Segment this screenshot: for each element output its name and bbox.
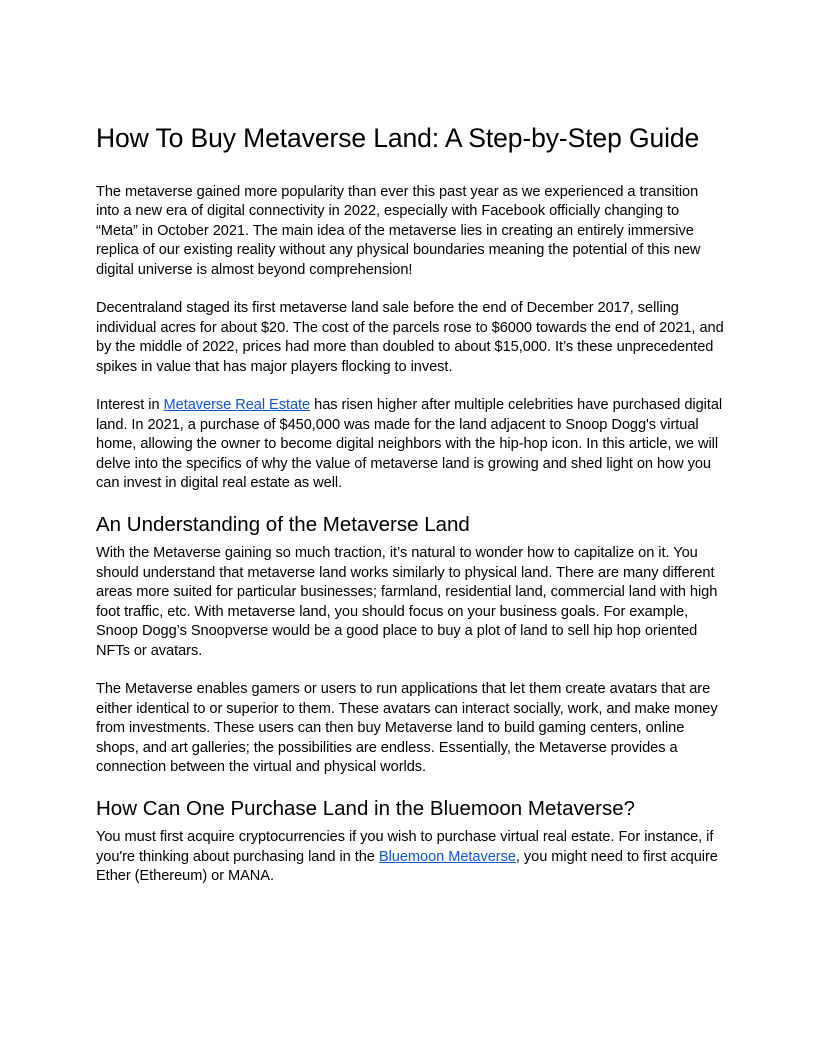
section-1-paragraph-1: With the Metaverse gaining so much traction, it’s natural to wonder how to capitalize on it. You should understand that metaverse land works similarly to physical land. There are many different areas more suited for particular businesses; farmland, residential land, commercial land with high foot traffic, etc. With metaverse land, you should focus on your business goals. For example, Snoop Dogg’s Snoopverse would be a good place to buy a plot of land to sell hip hop oriented NFTs or avatars.	[96, 545, 718, 659]
metaverse-real-estate-link[interactable]: Metaverse Real Estate	[163, 397, 311, 414]
intro-paragraph-3	[96, 396, 724, 493]
section-1-heading: An Understanding of the Metaverse Land	[96, 513, 470, 537]
intro-paragraph-3-text-before: Interest in	[96, 397, 164, 414]
section-2-heading: How Can One Purchase Land in the Bluemoon Metaverse?	[96, 797, 636, 821]
document-page	[96, 120, 724, 906]
document-title: How To Buy Metaverse Land: A Step-by-Step Guide	[96, 123, 700, 153]
section-1-paragraph-2: The Metaverse enables gamers or users to run applications that let them create avatars that are either identical to or superior to them. These avatars can interact socially, work, and make money from investments. These users can then buy Metaverse land to build gaming centers, online shops, and art galleries; the possibilities are endless. Essentially, the Metaverse provides a connection between the virtual and physical worlds.	[96, 681, 718, 775]
section-2-paragraph-1-text-after: , you might need to first acquire Ether (Ethereum) or MANA.	[96, 848, 718, 885]
section-2-paragraph-1-text-before: You must first acquire cryptocurrencies if you wish to purchase virtual real estate. For instance, if you're thinking about purchasing land in the	[96, 829, 714, 865]
intro-paragraph-1: The metaverse gained more popularity than ever this past year as we experienced a transition into a new era of digital connectivity in 2022, especially with Facebook officially changing to “Meta” in October 2021. The main idea of the metaverse lies in creating an entirely immersive replica of our existing reality without any physical boundaries meaning the potential of this new digital universe is almost beyond comprehension!	[96, 184, 701, 278]
bluemoon-metaverse-link[interactable]: Bluemoon Metaverse	[378, 848, 516, 865]
section-2-paragraph-1	[96, 828, 724, 886]
intro-paragraph-3-text-after: has risen higher after multiple celebrities have purchased digital land. In 2021, a purchase of $450,000 was made for the land adjacent to Snoop Dogg's virtual home, allowing the owner to become digital neighbors with the hip-hop icon. In this article, we will delve into the specifics of why the value of metaverse land is growing and shed light on how you can invest in digital real estate as well.	[96, 397, 723, 492]
intro-paragraph-2: Decentraland staged its first metaverse land sale before the end of December 2017, selling individual acres for about $20. The cost of the parcels rose to $6000 towards the end of 2021, and by the middle of 2022, prices had more than doubled to about $15,000. It’s these unprecedented spikes in value that has major players flocking to invest.	[96, 300, 724, 375]
